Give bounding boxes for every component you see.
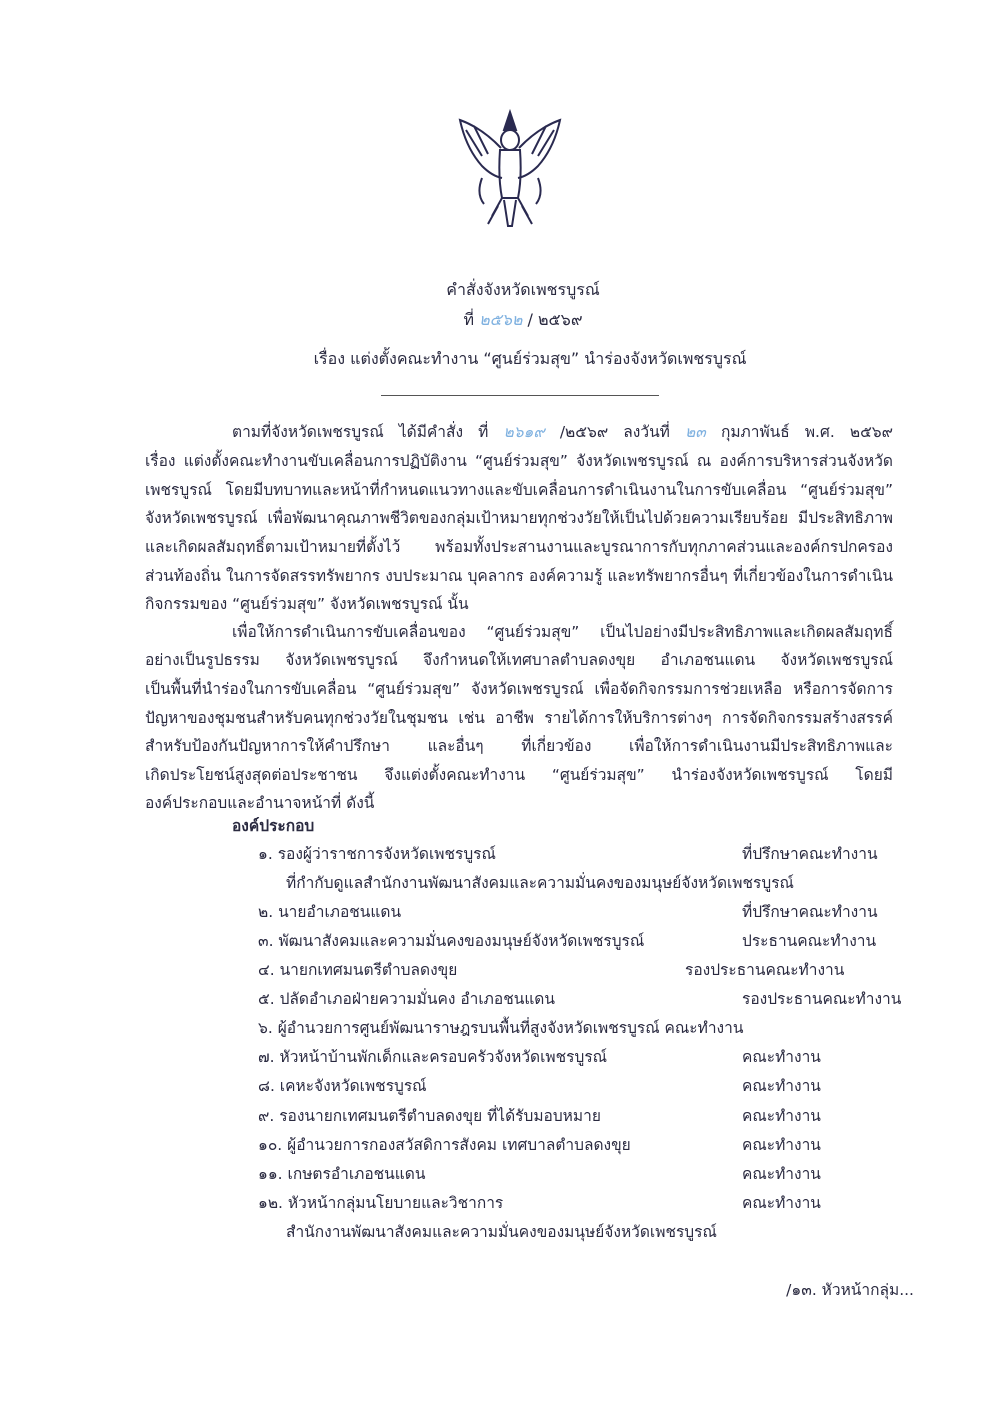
- member-item: ๖. ผู้อำนวยการศูนย์พัฒนาราษฎรบนพื้นที่สูงจังหวัดเพชรบูรณ์ คณะทำงาน: [258, 1019, 744, 1037]
- member-item-detail: สำนักงานพัฒนาสังคมและความมั่นคงของมนุษย์จังหวัดเพชรบูรณ์: [286, 1223, 717, 1241]
- paragraph2-line: เกิดประโยชน์สูงสุดต่อประชาชน จึงแต่งตั้งคณะทำงาน “ศูนย์ร่วมสุข” นำร่องจังหวัดเพชรบูรณ์ โดยมี: [145, 766, 893, 784]
- member-role: ที่ปรึกษาคณะทำงาน: [742, 845, 878, 863]
- paragraph1-line: [232, 422, 893, 442]
- subject-line: เรื่อง แต่งตั้งคณะทำงาน “ศูนย์ร่วมสุข” นำร่องจังหวัดเพชรบูรณ์: [313, 349, 747, 368]
- composition-heading: องค์ประกอบ: [232, 817, 315, 835]
- member-role: คณะทำงาน: [742, 1048, 821, 1066]
- member-role: ที่ปรึกษาคณะทำงาน: [742, 903, 878, 921]
- order-prefix: ที่: [463, 310, 474, 329]
- member-role: รองประธานคณะทำงาน: [742, 990, 902, 1008]
- divider: [381, 395, 659, 396]
- member-item: ๘. เคหะจังหวัดเพชรบูรณ์: [258, 1077, 427, 1095]
- garuda-emblem-icon: [452, 108, 568, 228]
- paragraph1-line: เรื่อง แต่งตั้งคณะทำงานขับเคลื่อนการปฏิบัติงาน “ศูนย์ร่วมสุข” จังหวัดเพชรบูรณ์ ณ องค์การบริหารส่วนจังหวัด: [145, 452, 893, 470]
- member-role: คณะทำงาน: [742, 1107, 821, 1125]
- order-year: / ๒๕๖๙: [527, 310, 583, 329]
- member-item: ๓. พัฒนาสังคมและความมั่นคงของมนุษย์จังหวัดเพชรบูรณ์: [258, 932, 645, 950]
- paragraph2-line: เพื่อให้การดำเนินการขับเคลื่อนของ “ศูนย์ร่วมสุข” เป็นไปอย่างมีประสิทธิภาพและเกิดผลสัมฤทธิ์: [232, 623, 893, 641]
- member-role: คณะทำงาน: [742, 1077, 821, 1095]
- text: ตามที่จังหวัดเพชรบูรณ์ ได้มีคำสั่ง ที่: [232, 423, 489, 441]
- member-item: ๙. รองนายกเทศมนตรีตำบลดงขุย ที่ได้รับมอบหมาย: [258, 1107, 601, 1125]
- member-role: ประธานคณะทำงาน: [742, 932, 877, 950]
- handwritten-day: ๒๓: [685, 423, 706, 441]
- member-item: ๑. รองผู้ว่าราชการจังหวัดเพชรบูรณ์: [258, 845, 496, 863]
- paragraph2-line: ปัญหาของชุมชนสำหรับคนทุกช่วงวัยในชุมชน เช่น อาชีพ รายได้การให้บริการต่างๆ การจัดกิจกรรมสร้างสรรค์: [145, 709, 893, 727]
- member-item: ๗. หัวหน้าบ้านพักเด็กและครอบครัวจังหวัดเพชรบูรณ์: [258, 1048, 608, 1066]
- paragraph1-line: เพชรบูรณ์ โดยมีบทบาทและหน้าที่กำหนดแนวทางและขับเคลื่อนการดำเนินงานในการขับเคลื่อน “ศูนย์ร่วมสุข”: [145, 481, 893, 499]
- member-item: ๒. นายอำเภอชนแดน: [258, 903, 402, 921]
- paragraph1-line: ส่วนท้องถิ่น ในการจัดสรรทรัพยากร งบประมาณ บุคลากร องค์ความรู้ และทรัพยากรอื่นๆ ที่เกี่ยวข้องในการดำเนิน: [145, 567, 893, 585]
- page-continuation: /๑๓. หัวหน้ากลุ่ม...: [786, 1281, 914, 1299]
- paragraph2-line: เป็นพื้นที่นำร่องในการขับเคลื่อน “ศูนย์ร่วมสุข” จังหวัดเพชรบูรณ์ เพื่อจัดกิจกรรมการช่วยเหลือ หรือการจัดการ: [145, 680, 893, 698]
- paragraph2-line: สำหรับป้องกันปัญหาการให้คำปรึกษา และอื่นๆ ที่เกี่ยวข้อง เพื่อให้การดำเนินงานมีประสิทธิภาพและ: [145, 737, 893, 755]
- paragraph1-line: จังหวัดเพชรบูรณ์ เพื่อพัฒนาคุณภาพชีวิตของกลุ่มเป้าหมายทุกช่วงวัยให้เป็นไปด้วยความเรียบร้อย มีประสิทธิภาพ: [145, 509, 893, 527]
- handwritten-reference-number: ๒๖๑๙: [503, 423, 545, 441]
- member-item: ๔. นายกเทศมนตรีตำบลดงขุย: [258, 961, 458, 979]
- text: /๒๕๖๙ ลงวันที่: [559, 423, 670, 441]
- member-role: รองประธานคณะทำงาน: [685, 961, 845, 979]
- member-role: คณะทำงาน: [742, 1165, 821, 1183]
- member-item: ๕. ปลัดอำเภอฝ่ายความมั่นคง อำเภอชนแดน: [258, 990, 555, 1008]
- paragraph1-line: กิจกรรมของ “ศูนย์ร่วมสุข” จังหวัดเพชรบูรณ์ นั้น: [145, 595, 469, 613]
- member-role: คณะทำงาน: [742, 1194, 821, 1212]
- member-item: ๑๒. หัวหน้ากลุ่มนโยบายและวิชาการ: [258, 1194, 504, 1212]
- member-item: ๑๑. เกษตรอำเภอชนแดน: [258, 1165, 426, 1183]
- text: กุมภาพันธ์ พ.ศ. ๒๕๖๙: [720, 423, 893, 441]
- member-item: ๑๐. ผู้อำนวยการกองสวัสดิการสังคม เทศบาลตำบลดงขุย: [258, 1136, 631, 1154]
- member-role: คณะทำงาน: [742, 1136, 821, 1154]
- member-item-detail: ที่กำกับดูแลสำนักงานพัฒนาสังคมและความมั่นคงของมนุษย์จังหวัดเพชรบูรณ์: [286, 874, 794, 892]
- paragraph1-line: และเกิดผลสัมฤทธิ์ตามเป้าหมายที่ตั้งไว้ พร้อมทั้งประสานงานและบูรณาการกับทุกภาคส่วนและองค์กรปกครอง: [145, 538, 893, 556]
- document-title: คำสั่งจังหวัดเพชรบูรณ์: [446, 280, 600, 299]
- order-number: [0, 308, 1000, 333]
- paragraph2-line: องค์ประกอบและอำนาจหน้าที่ ดังนี้: [145, 794, 375, 812]
- handwritten-order-number: ๒๕๖๒: [479, 310, 523, 329]
- paragraph2-line: อย่างเป็นรูปธรรม จังหวัดเพชรบูรณ์ จึงกำหนดให้เทศบาลตำบลดงขุย อำเภอชนแดน จังหวัดเพชรบูรณ์: [145, 651, 893, 669]
